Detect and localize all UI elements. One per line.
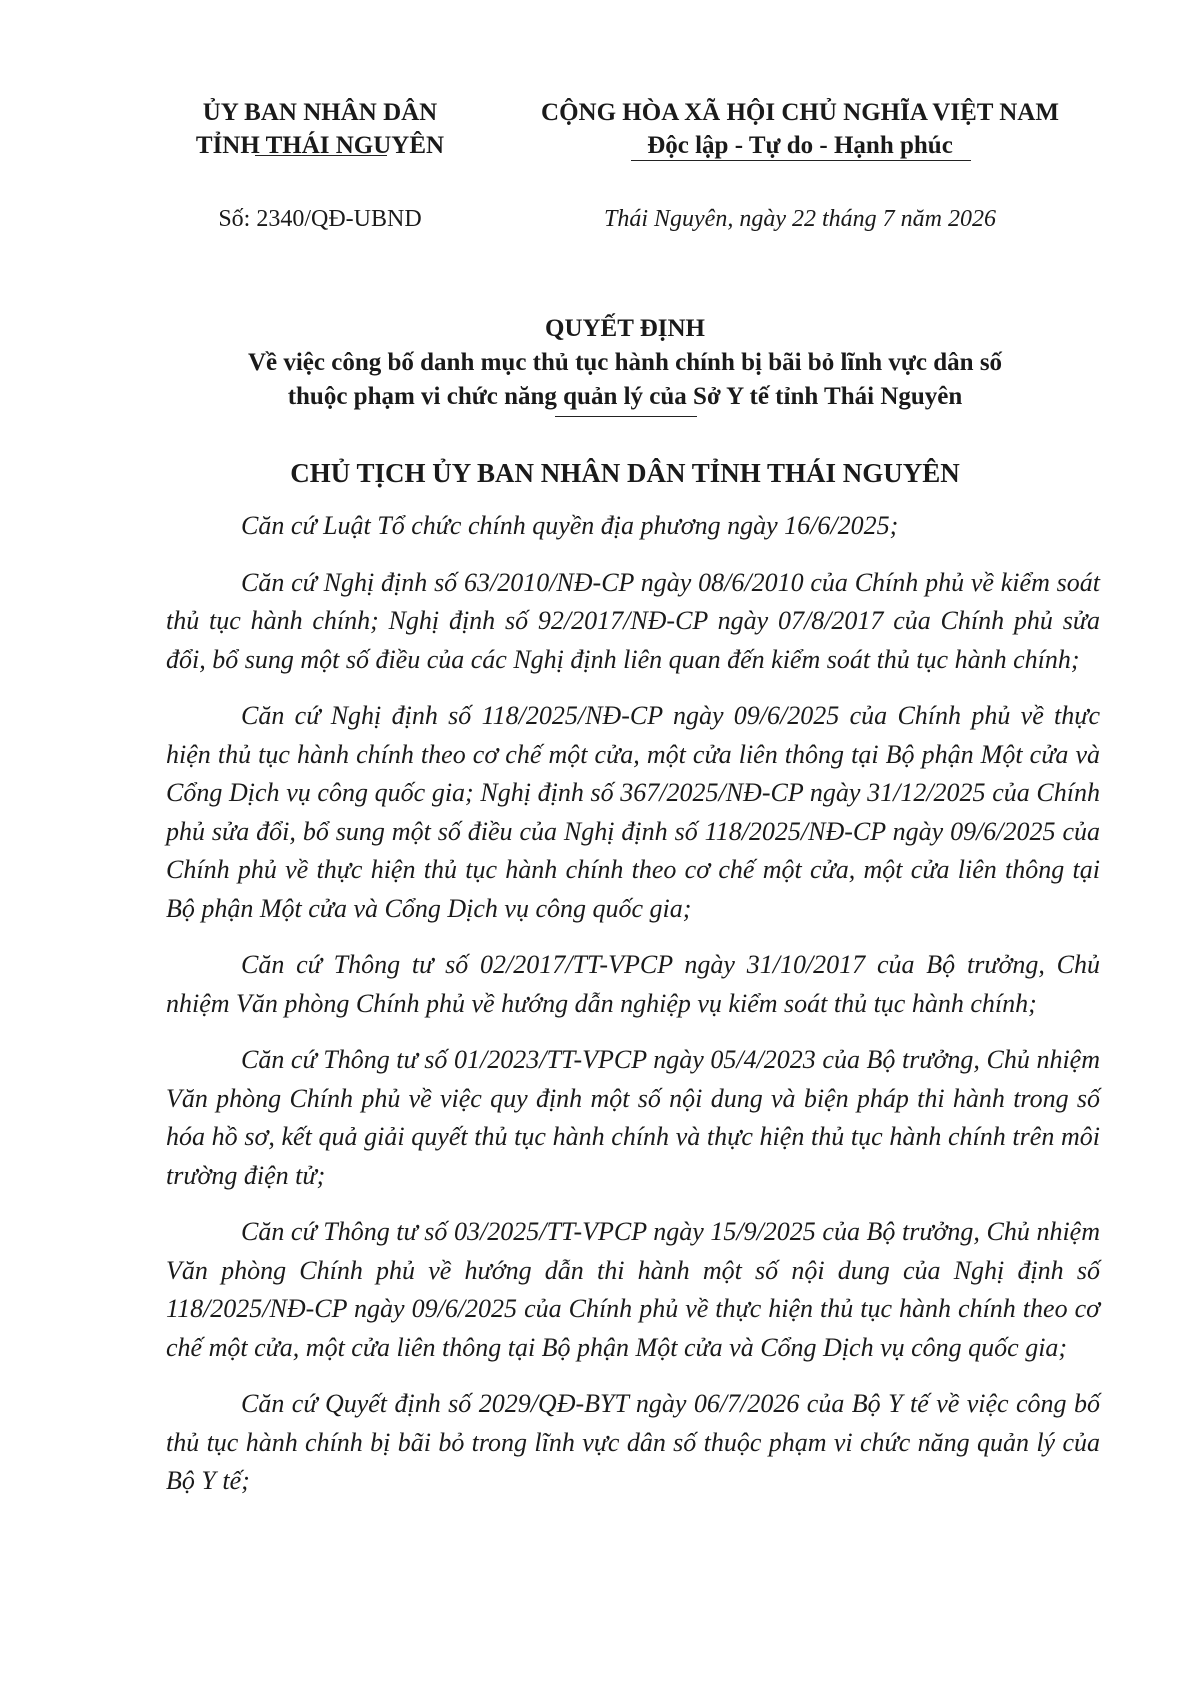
preamble [166, 507, 1100, 1519]
legal-basis-paragraph: Căn cứ Thông tư số 01/2023/TT-VPCP ngày 05/4/2023 của Bộ trưởng, Chủ nhiệm Văn phòng Chính phủ về việc quy định một số nội dung và biện pháp thi hành trong số hóa hồ sơ, kết quả giải quyết thủ tục hành chính và thực hiện thủ tục hành chính trên môi trường điện tử; [166, 1045, 1100, 1190]
document-title [150, 312, 1100, 414]
agency-name-line2: TỈNH THÁI NGUYÊN [195, 132, 445, 159]
legal-basis-paragraph: Căn cứ Luật Tổ chức chính quyền địa phương ngày 16/6/2025; [241, 511, 899, 540]
motto-underline [631, 160, 971, 161]
issuing-authority: CHỦ TỊCH ỦY BAN NHÂN DÂN TỈNH THÁI NGUYÊN [290, 458, 960, 488]
document-number: Số: 2340/QĐ-UBND [218, 206, 422, 232]
legal-basis-paragraph: Căn cứ Quyết định số 2029/QĐ-BYT ngày 06/7/2026 của Bộ Y tế về việc công bố thủ tục hành chính bị bãi bỏ trong lĩnh vực dân số thuộc phạm vi chức năng quản lý của Bộ Y tế; [166, 1389, 1100, 1495]
title-underline [555, 416, 697, 417]
agency-name-line1: ỦY BAN NHÂN DÂN [202, 99, 438, 126]
legal-basis-paragraph: Căn cứ Nghị định số 63/2010/NĐ-CP ngày 08/6/2010 của Chính phủ về kiểm soát thủ tục hành chính; Nghị định số 92/2017/NĐ-CP ngày 07/8/2017 của Chính phủ sửa đổi, bổ sung một số điều của các Nghị định liên quan đến kiểm soát thủ tục hành chính; [166, 567, 1100, 674]
legal-basis-paragraph: Căn cứ Thông tư số 02/2017/TT-VPCP ngày 31/10/2017 của Bộ trưởng, Chủ nhiệm Văn phòng Chính phủ về hướng dẫn nghiệp vụ kiểm soát thủ tục hành chính; [166, 950, 1100, 1018]
national-motto [500, 96, 1100, 162]
motto: Độc lập - Tự do - Hạnh phúc [647, 132, 953, 159]
subject-line-2: thuộc phạm vi chức năng quản lý của Sở Y tế tỉnh Thái Nguyên [287, 383, 963, 410]
place-and-date: Thái Nguyên, ngày 22 tháng 7 năm 2026 [604, 206, 996, 232]
legal-basis-paragraph: Căn cứ Thông tư số 03/2025/TT-VPCP ngày 15/9/2025 của Bộ trưởng, Chủ nhiệm Văn phòng Chính phủ về hướng dẫn thi hành một số nội dung của Nghị định số 118/2025/NĐ-CP ngày 09/6/2025 của Chính phủ về thực hiện thủ tục hành chính theo cơ chế một cửa, một cửa liên thông tại Bộ phận Một cửa và Cổng Dịch vụ công quốc gia; [166, 1217, 1100, 1362]
legal-basis-paragraph: Căn cứ Nghị định số 118/2025/NĐ-CP ngày 09/6/2025 của Chính phủ về thực hiện thủ tục hành chính theo cơ chế một cửa, một cửa liên thông tại Bộ phận Một cửa và Cổng Dịch vụ công quốc gia; Nghị định số 367/2025/NĐ-CP ngày 31/12/2025 của Chính phủ sửa đổi, bổ sung một số điều của Nghị định số 118/2025/NĐ-CP ngày 09/6/2025 của Chính phủ về thực hiện thủ tục hành chính theo cơ chế một cửa, một cửa liên thông tại Bộ phận Một cửa và Cổng Dịch vụ công quốc gia; [166, 701, 1100, 923]
subject-line-1: Về việc công bố danh mục thủ tục hành chính bị bãi bỏ lĩnh vực dân số [247, 349, 1003, 376]
nation-name: CỘNG HÒA XÃ HỘI CHỦ NGHĨA VIỆT NAM [541, 99, 1059, 126]
document-type: QUYẾT ĐỊNH [545, 315, 705, 342]
agency-underline [255, 155, 387, 156]
issuing-agency [170, 96, 470, 162]
